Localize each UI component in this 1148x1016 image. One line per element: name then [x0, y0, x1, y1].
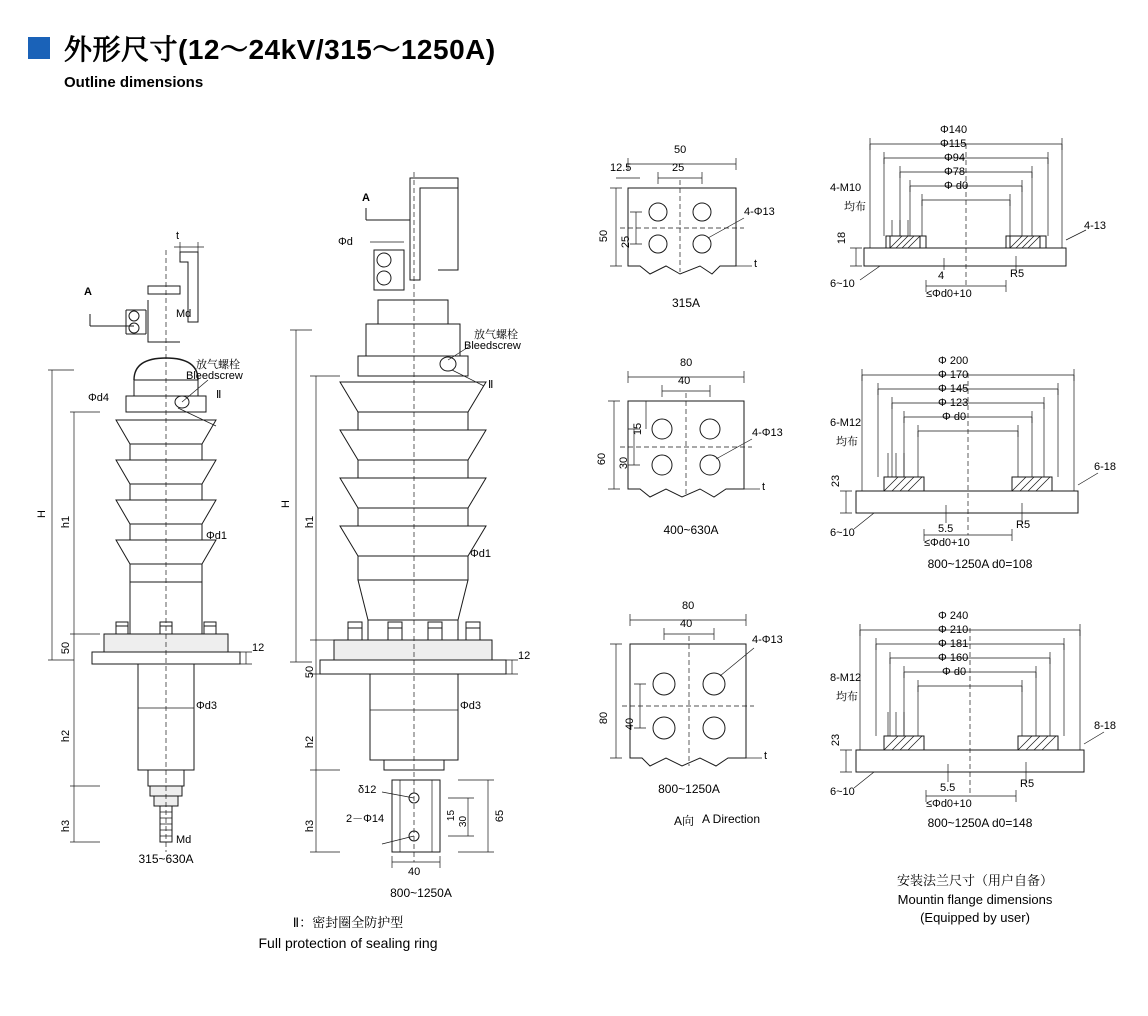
label-left-phi-d1: Φd1	[206, 530, 228, 542]
label-315-offset: 12.5	[610, 162, 632, 174]
label-right-50: 50	[304, 665, 317, 679]
label-right-15: 15	[446, 809, 458, 822]
label-right-65: 65	[494, 809, 507, 823]
label-f800a-d200: Φ 200	[938, 355, 969, 367]
caption-plate-315: 315A	[671, 296, 701, 310]
label-800-holes: 4-Φ13	[752, 634, 783, 646]
label-left-md-bottom: Md	[176, 834, 192, 846]
label-f315-max: ≤Φd0+10	[926, 288, 972, 300]
label-f315-d140: Φ140	[940, 124, 968, 136]
label-f800b-d210: Φ 210	[938, 624, 969, 636]
label-left-h2: h2	[60, 729, 73, 743]
label-f315-d115: Φ115	[940, 138, 967, 150]
label-right-section-a: A	[362, 192, 370, 204]
flange-note	[830, 870, 1120, 925]
label-left-bleed-en: Bleedscrew	[186, 370, 243, 382]
flange-note-cn: 安装法兰尺寸（用户自备）	[896, 873, 1053, 888]
label-left-section-a: A	[84, 286, 92, 298]
label-400-width: 80	[680, 357, 693, 369]
label-left-phi-d3: Φd3	[196, 700, 218, 712]
page-header	[28, 28, 496, 91]
label-left-H: H	[35, 510, 48, 518]
label-400-thickness: t	[762, 481, 766, 493]
label-f800b-max: ≤Φd0+10	[926, 798, 972, 810]
flange-800b-drawing	[830, 610, 1120, 830]
label-315-thickness: t	[754, 258, 758, 270]
label-right-delta12: δ12	[358, 784, 377, 796]
page-title-en: Outline dimensions	[64, 74, 204, 91]
label-f800a-d170: Φ 170	[938, 369, 969, 381]
label-f315-gap: 6~10	[830, 278, 855, 290]
label-left-h3: h3	[60, 819, 73, 833]
label-f315-hole: 4-13	[1084, 220, 1107, 232]
caption-a-direction-cn: A向	[673, 814, 694, 828]
label-right-phi-d: Φd	[338, 236, 353, 248]
label-f800b-hole: 8-18	[1094, 720, 1117, 732]
left-unit-drawing	[30, 230, 270, 870]
label-f315-r5: R5	[1010, 268, 1025, 280]
label-f800a-d145: Φ 145	[938, 383, 969, 395]
figure-plate-800-1250	[596, 600, 786, 830]
label-left-md-top: Md	[176, 308, 192, 320]
flange-note-en2: (Equipped by user)	[920, 910, 1030, 925]
note-line-cn: Ⅱ：密封圈全防护型	[292, 915, 404, 930]
figure-flange-315	[830, 120, 1120, 310]
label-f800a-gap: 6~10	[830, 527, 855, 539]
caption-plate-400-630: 400~630A	[663, 523, 719, 537]
caption-left-unit: 315~630A	[138, 852, 194, 866]
label-f800a-hole: 6-18	[1094, 461, 1117, 473]
label-f315-h18: 18	[836, 231, 849, 245]
label-f315-bolts: 4-M10	[830, 182, 862, 194]
label-800-inner-height: 40	[624, 717, 637, 731]
figure-plate-315	[596, 140, 786, 330]
label-f800a-bolts: 6-M12	[830, 417, 862, 429]
label-315-holes: 4-Φ13	[744, 206, 775, 218]
label-right-H: H	[279, 500, 292, 508]
caption-a-direction-en: A Direction	[702, 812, 761, 826]
label-400-holes: 4-Φ13	[752, 427, 783, 439]
label-right-h1: h1	[304, 515, 317, 529]
label-f315-bolts-cn: 均布	[844, 201, 866, 213]
label-315-inner-width: 25	[672, 162, 685, 174]
label-left-12: 12	[252, 642, 265, 654]
label-f800b-5-5: 5.5	[940, 782, 956, 794]
label-f800b-bolts-cn: 均布	[836, 691, 858, 703]
caption-right-unit: 800~1250A	[390, 886, 452, 900]
label-right-bleed-en: Bleedscrew	[464, 340, 521, 352]
label-right-bleed-cn: 放气螺栓	[474, 329, 518, 341]
page-title-cn: 外形尺寸(12～24kV/315～1250A)	[64, 34, 496, 65]
figure-left-unit	[30, 230, 270, 870]
label-f315-d78: Φ78	[944, 166, 966, 178]
label-400-inner-width: 40	[678, 375, 691, 387]
label-800-width: 80	[682, 600, 695, 612]
sealing-ring-note	[168, 912, 528, 951]
label-f800a-r5: R5	[1016, 519, 1031, 531]
label-right-mark-ii: Ⅱ	[488, 379, 494, 391]
label-400-inner-height: 30	[618, 456, 631, 470]
label-right-40: 40	[408, 866, 421, 878]
label-f800a-d0: Φ d0	[942, 411, 967, 423]
label-315-inner-height: 25	[620, 235, 633, 249]
label-f315-four: 4	[938, 270, 945, 282]
label-f800a-d123: Φ 123	[938, 397, 969, 409]
flange-note-en1: Mountin flange dimensions	[897, 892, 1053, 907]
label-left-50: 50	[60, 641, 73, 655]
label-800-inner-width: 40	[680, 618, 693, 630]
figure-flange-800a	[830, 355, 1120, 575]
bullet-square-icon	[28, 37, 50, 59]
label-left-bleed-cn: 放气螺栓	[196, 359, 240, 371]
label-400-small-height: 15	[632, 422, 645, 436]
flange-315-drawing	[830, 120, 1120, 310]
label-f800b-d160: Φ 160	[938, 652, 969, 664]
label-left-h1: h1	[60, 515, 73, 529]
label-left-t: t	[176, 230, 180, 242]
label-315-width: 50	[674, 144, 687, 156]
label-f800b-d240: Φ 240	[938, 610, 969, 622]
label-315-height: 50	[598, 229, 611, 243]
caption-flange-800b: 800~1250A d0=148	[927, 816, 1033, 830]
label-800-height: 80	[598, 711, 611, 725]
label-f315-d94: Φ94	[944, 152, 966, 164]
label-f800b-h23: 23	[830, 733, 843, 747]
figure-plate-400-630	[596, 355, 786, 555]
label-800-thickness: t	[764, 750, 768, 762]
flange-800a-drawing	[830, 355, 1120, 575]
label-f800b-r5: R5	[1020, 778, 1035, 790]
caption-flange-800a: 800~1250A d0=108	[927, 557, 1033, 571]
label-f800b-bolts: 8-M12	[830, 672, 862, 684]
label-f800b-d181: Φ 181	[938, 638, 969, 650]
figure-right-unit	[262, 150, 562, 900]
label-f315-d0: Φ d0	[944, 180, 969, 192]
label-f800a-bolts-cn: 均布	[836, 436, 858, 448]
label-f800a-max: ≤Φd0+10	[924, 537, 970, 549]
label-right-30: 30	[458, 815, 470, 828]
label-f800b-gap: 6~10	[830, 786, 855, 798]
caption-plate-800-1250: 800~1250A	[658, 782, 720, 796]
label-right-12: 12	[518, 650, 531, 662]
label-f800a-h23: 23	[830, 474, 843, 488]
label-right-phi-d1: Φd1	[470, 548, 492, 560]
label-f800b-d0: Φ d0	[942, 666, 967, 678]
label-left-mark-ii: Ⅱ	[216, 389, 222, 401]
label-right-h3: h3	[304, 819, 317, 833]
figure-flange-800b	[830, 610, 1120, 830]
label-f800a-5-5: 5.5	[938, 523, 954, 535]
note-line-en: Full protection of sealing ring	[258, 935, 438, 951]
label-right-phi-d3: Φd3	[460, 700, 482, 712]
label-right-h2: h2	[304, 735, 317, 749]
label-right-2phi14: 2－Φ14	[346, 813, 385, 825]
label-left-phi-d4: Φd4	[88, 392, 110, 404]
label-400-height: 60	[596, 452, 609, 466]
